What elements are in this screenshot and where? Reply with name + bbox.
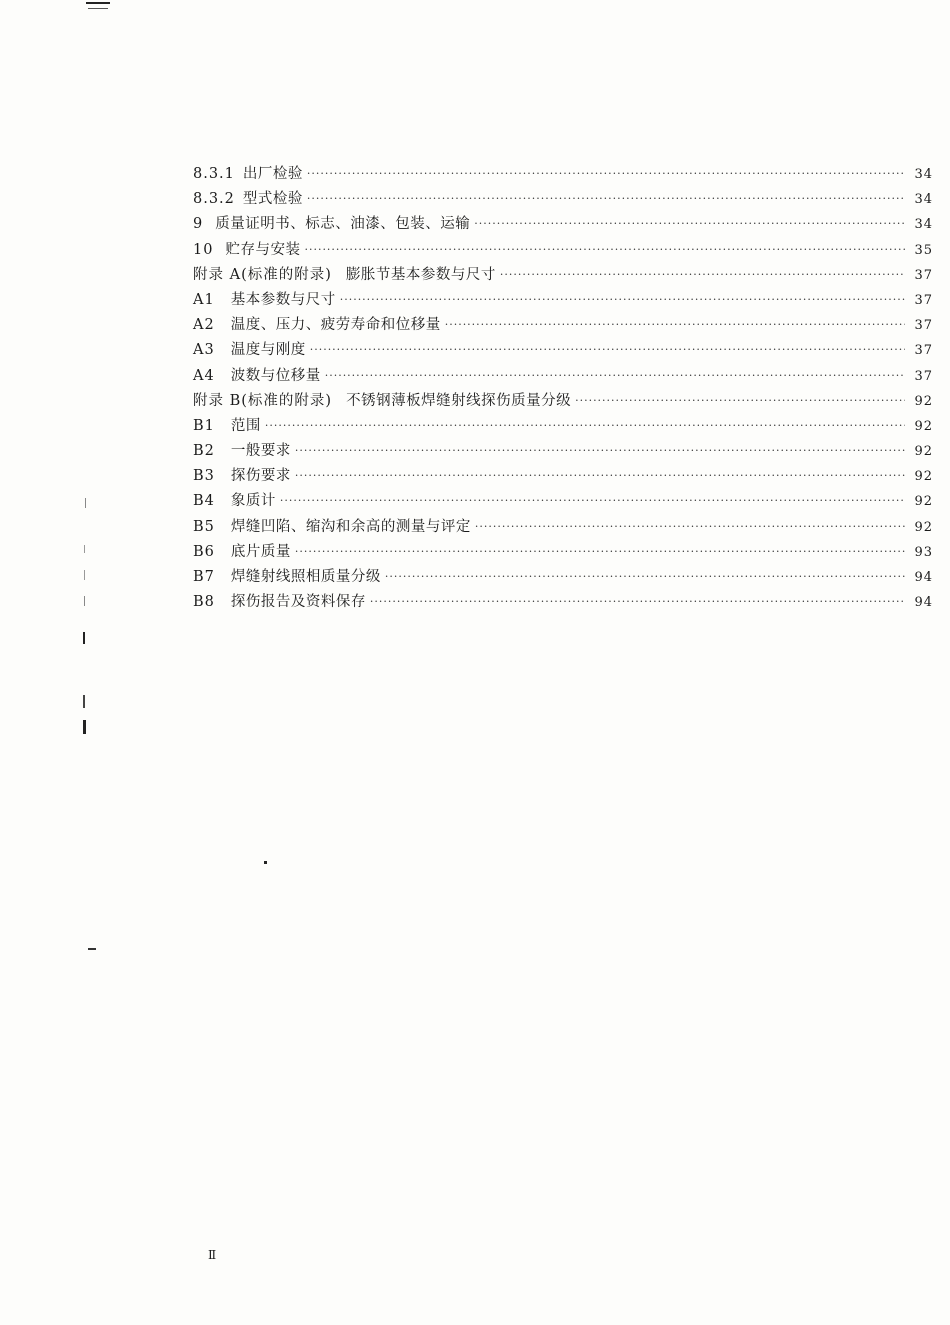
toc-entry-page: 37	[914, 267, 933, 283]
toc-dot-leader	[295, 463, 905, 488]
toc-entry-title: 波数与位移量	[230, 367, 321, 384]
scan-mark-left-7	[83, 720, 86, 734]
table-of-contents	[193, 162, 933, 615]
toc-entry-title: 焊缝凹陷、缩沟和余高的测量与评定	[230, 518, 471, 535]
toc-entry-title: 出厂检验	[242, 166, 303, 182]
toc-entry-page: 94	[914, 595, 933, 611]
toc-entry-number: 9	[193, 216, 204, 233]
toc-dot-leader	[265, 413, 905, 438]
toc-dot-leader	[500, 262, 905, 287]
toc-entry	[193, 187, 933, 212]
toc-entry-page: 37	[914, 318, 933, 334]
toc-entry-number: B5	[193, 518, 215, 535]
toc-dot-leader	[474, 211, 905, 236]
toc-entry-number: 8.3.2	[193, 191, 235, 208]
toc-entry	[193, 565, 933, 590]
toc-entry-title: 探伤要求	[230, 468, 291, 485]
toc-entry-page: 34	[914, 167, 933, 182]
toc-entry	[193, 212, 933, 237]
toc-dot-leader	[295, 539, 905, 564]
toc-dot-leader	[475, 514, 905, 539]
toc-entry-title: 焊缝射线照相质量分级	[230, 569, 381, 585]
toc-entry-number: A1	[193, 291, 215, 308]
toc-entry-title: 膨胀节基本参数与尺寸	[345, 266, 496, 283]
toc-entry-page: 92	[914, 418, 933, 434]
toc-dot-leader	[445, 312, 905, 337]
toc-entry-number: B1	[193, 417, 215, 434]
toc-entry-page: 37	[914, 343, 933, 359]
toc-entry	[193, 590, 933, 615]
toc-dot-leader	[304, 237, 905, 262]
toc-entry-number: B2	[193, 443, 215, 460]
toc-entry	[193, 414, 933, 439]
toc-entry-number: 8.3.1	[193, 166, 235, 182]
toc-dot-leader	[310, 337, 905, 362]
scan-mark-top-dash	[88, 8, 108, 9]
toc-entry	[193, 288, 933, 313]
toc-entry-number: 附录 B(标准的附录)	[193, 392, 333, 409]
toc-dot-leader	[325, 363, 905, 388]
toc-entry-page: 34	[914, 217, 933, 233]
toc-entry	[193, 464, 933, 489]
toc-entry-page: 37	[914, 368, 933, 384]
toc-entry-title: 底片质量	[230, 543, 291, 560]
toc-entry	[193, 338, 933, 363]
toc-entry-page: 34	[914, 192, 933, 208]
toc-dot-leader	[385, 564, 905, 589]
toc-entry-number: B7	[193, 569, 215, 585]
toc-entry-number: 附录 A(标准的附录)	[193, 266, 332, 283]
toc-entry-title: 温度与刚度	[230, 342, 306, 359]
toc-entry-title: 探伤报告及资料保存	[230, 594, 366, 611]
toc-entry	[193, 439, 933, 464]
toc-entry-page: 92	[914, 519, 933, 535]
toc-dot-leader	[370, 589, 905, 614]
toc-entry-number: A4	[193, 367, 215, 384]
toc-entry	[193, 238, 933, 263]
toc-entry-number: 10	[193, 241, 214, 258]
toc-entry-page: 92	[914, 444, 933, 460]
toc-entry-title: 范围	[230, 417, 261, 434]
toc-entry-page: 92	[914, 494, 933, 510]
toc-entry-title: 型式检验	[242, 191, 303, 208]
toc-entry-page: 92	[914, 469, 933, 485]
scan-mark-left-3	[84, 570, 85, 580]
toc-entry-number: B8	[193, 594, 215, 611]
page-number: Ⅱ	[208, 1248, 217, 1262]
toc-entry-title: 一般要求	[230, 443, 291, 460]
toc-entry-page: 37	[914, 292, 933, 308]
toc-entry	[193, 540, 933, 565]
toc-entry	[193, 364, 933, 389]
toc-entry	[193, 162, 933, 187]
toc-entry-title: 贮存与安装	[225, 241, 301, 258]
scan-dot	[264, 861, 267, 864]
toc-entry-page: 35	[914, 242, 933, 258]
toc-entry-title: 质量证明书、标志、油漆、包装、运输	[215, 216, 471, 233]
scan-mark-left-1	[85, 498, 86, 508]
toc-entry-page: 93	[914, 544, 933, 560]
toc-entry-number: B6	[193, 543, 215, 560]
toc-entry-number: A3	[193, 342, 215, 359]
scan-mark-left-5	[83, 632, 85, 644]
toc-entry-number: B3	[193, 468, 215, 485]
scan-mark-left-4	[84, 596, 85, 606]
toc-dot-leader	[307, 186, 905, 211]
toc-entry-number: A2	[193, 317, 215, 334]
toc-dot-leader	[280, 488, 905, 513]
toc-entry-page: 92	[914, 393, 933, 409]
toc-dot-leader	[307, 161, 905, 186]
scan-mark-left-6	[83, 695, 85, 708]
toc-entry	[193, 263, 933, 288]
scan-mark-top-line	[86, 2, 110, 4]
toc-entry	[193, 389, 933, 414]
scan-mark-left-8	[88, 948, 96, 950]
toc-dot-leader	[340, 287, 905, 312]
toc-entry-title: 温度、压力、疲劳寿命和位移量	[230, 317, 441, 334]
toc-entry	[193, 489, 933, 514]
toc-entry-title: 象质计	[230, 493, 276, 510]
toc-entry-title: 基本参数与尺寸	[230, 291, 336, 308]
toc-entry	[193, 515, 933, 540]
toc-entry-page: 94	[914, 570, 933, 585]
toc-entry-number: B4	[193, 493, 215, 510]
toc-dot-leader	[575, 388, 905, 413]
toc-dot-leader	[295, 438, 905, 463]
scan-mark-left-2	[84, 545, 85, 553]
toc-entry-title: 不锈钢薄板焊缝射线探伤质量分级	[346, 392, 572, 409]
toc-entry	[193, 313, 933, 338]
